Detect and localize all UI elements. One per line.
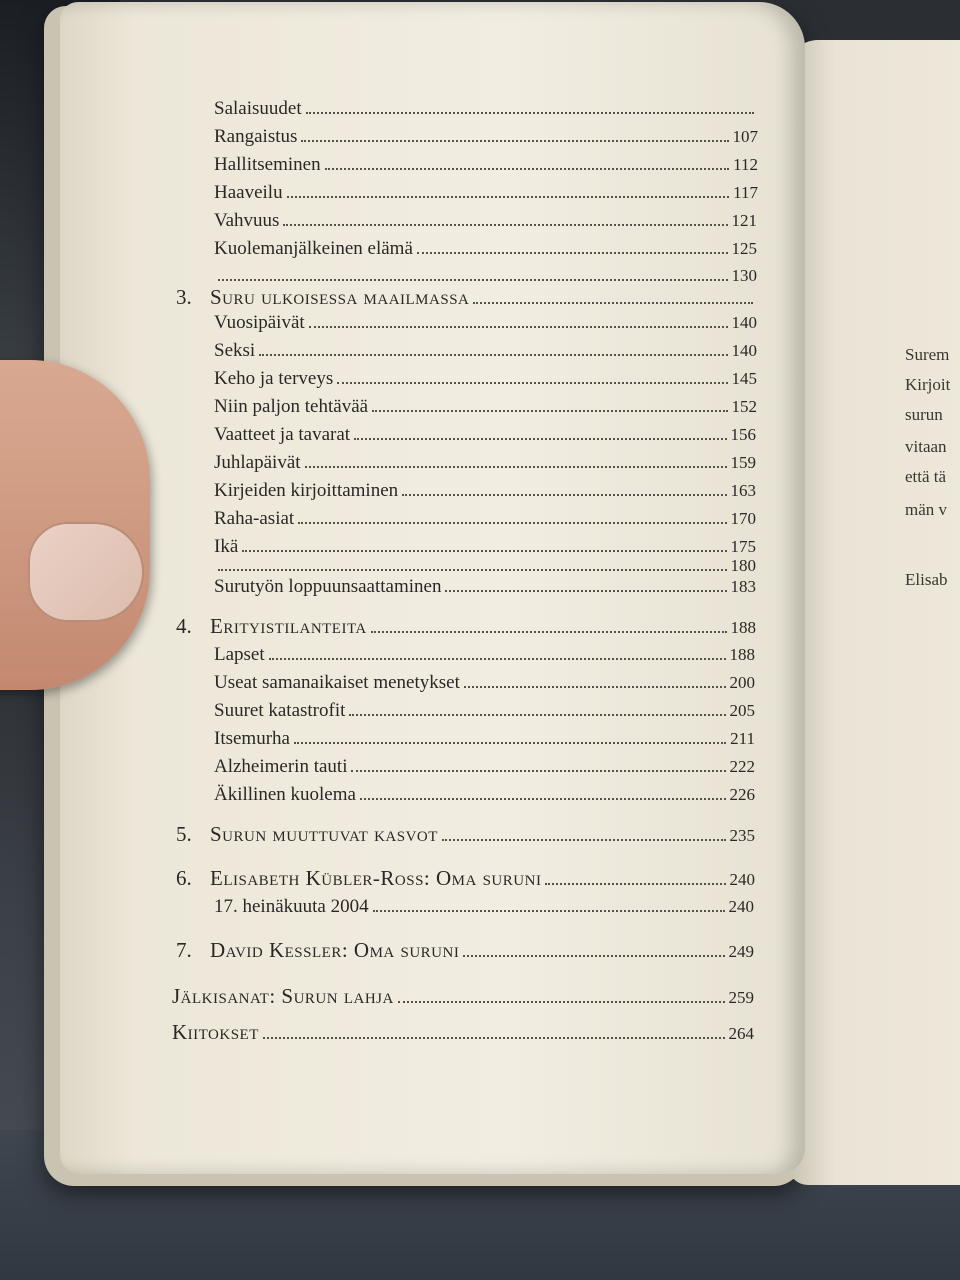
right-page-line: vitaan <box>905 437 947 456</box>
toc-entry-title: Erityistilanteita <box>210 614 367 638</box>
toc-entry-title: Useat samanaikaiset menetykset <box>214 672 460 693</box>
toc-page-number: 259 <box>728 988 754 1007</box>
dot-leader <box>301 140 728 142</box>
toc-entry-title: Äkillinen kuolema <box>214 784 356 805</box>
toc-entry-title: Surun muuttuvat kasvot <box>210 822 438 846</box>
toc-page-number: 130 <box>731 266 757 285</box>
dot-leader <box>325 168 730 170</box>
toc-entry-row <box>214 480 756 502</box>
toc-entry-row <box>214 312 757 334</box>
right-page-line: Surem <box>905 345 950 364</box>
toc-page-number: 140 <box>731 313 757 332</box>
dot-leader <box>371 631 727 633</box>
dot-leader <box>351 770 725 772</box>
dot-leader <box>354 438 726 440</box>
toc-entry-row <box>214 756 755 778</box>
right-page-line: män v <box>905 500 948 519</box>
toc-page-number: 211 <box>730 729 755 748</box>
chapter-number: 5. <box>176 822 192 846</box>
toc-entry-title: Kiitokset <box>172 1020 259 1044</box>
toc-entry-row <box>214 576 756 598</box>
toc-entry-row <box>214 896 754 918</box>
toc-entry-row <box>214 238 757 260</box>
dot-leader <box>545 883 725 885</box>
toc-entry-title: Haaveilu <box>214 182 283 203</box>
toc-entry-title: Rangaistus <box>214 126 298 147</box>
dot-leader <box>269 658 726 660</box>
toc-page-number: 200 <box>729 673 755 692</box>
toc-entry-row <box>214 154 758 176</box>
dot-leader <box>442 839 726 841</box>
toc-entry-title: Juhlapäivät <box>214 452 301 473</box>
toc-page-number: 175 <box>730 537 756 556</box>
toc-page-number: 235 <box>729 826 755 845</box>
toc-page-number: 240 <box>728 897 754 916</box>
toc-page-number: 264 <box>728 1024 754 1043</box>
toc-entry-row <box>214 452 756 474</box>
toc-page-number: 159 <box>730 453 756 472</box>
dot-leader <box>463 955 724 957</box>
toc-entry-title: Raha-asiat <box>214 508 295 529</box>
dot-leader <box>417 252 728 254</box>
toc-entry-title: Suuret katastrofit <box>214 700 346 721</box>
dot-leader <box>283 224 727 226</box>
toc-chapter-row <box>172 1020 754 1045</box>
toc-entry-title: Suru ulkoisessa maailmassa <box>210 285 470 309</box>
toc-entry-row <box>214 784 755 806</box>
toc-entry-row <box>214 266 757 286</box>
toc-chapter-row <box>172 984 754 1009</box>
toc-entry-row <box>214 126 758 148</box>
dot-leader <box>309 326 728 328</box>
toc-entry-title: Seksi <box>214 340 256 361</box>
dot-leader <box>473 302 753 304</box>
right-page-line: että tä <box>905 467 947 486</box>
dot-leader <box>287 196 730 198</box>
toc-page-number: 117 <box>733 183 758 202</box>
toc-entry-row <box>214 368 757 390</box>
dot-leader <box>259 354 727 356</box>
dot-leader <box>298 522 726 524</box>
toc-entry-title: Elisabeth Kübler-Ross: Oma suruni <box>210 866 542 890</box>
dot-leader <box>337 382 727 384</box>
toc-page-number: 226 <box>729 785 755 804</box>
toc-page-number: 222 <box>729 757 755 776</box>
dot-leader <box>372 410 727 412</box>
dot-leader <box>373 910 725 912</box>
dot-leader <box>445 590 726 592</box>
toc-page-number: 125 <box>731 239 757 258</box>
right-page-line: Elisab <box>905 570 948 589</box>
toc-entry-row <box>214 644 755 666</box>
chapter-number: 3. <box>176 285 192 309</box>
toc-page-number: 163 <box>730 481 756 500</box>
toc-entry-title: Salaisuudet <box>214 98 302 119</box>
toc-entry-row <box>214 210 757 232</box>
chapter-number: 4. <box>176 614 192 638</box>
dot-leader <box>464 686 726 688</box>
toc-entry-title: Ikä <box>214 536 239 557</box>
toc-page-number: 156 <box>730 425 756 444</box>
toc-entry-title: Kirjeiden kirjoittaminen <box>214 480 399 501</box>
dot-leader <box>402 494 726 496</box>
toc-page-number: 205 <box>729 701 755 720</box>
toc-entry-title: Kuolemanjälkeinen elämä <box>214 238 413 259</box>
toc-entry-row <box>214 700 755 722</box>
toc-entry-row <box>214 424 756 446</box>
toc-entry-row <box>214 728 755 750</box>
toc-entry-row <box>214 182 758 204</box>
toc-entry-title: Alzheimerin tauti <box>214 756 348 777</box>
toc-page-number: 188 <box>729 645 755 664</box>
dot-leader <box>306 112 754 114</box>
toc-page-number: 145 <box>731 369 757 388</box>
dot-leader <box>218 279 728 281</box>
dot-leader <box>349 714 725 716</box>
dot-leader <box>305 466 727 468</box>
toc-entry-row <box>214 98 758 120</box>
toc-page-number: 140 <box>731 341 757 360</box>
toc-page-number: 170 <box>730 509 756 528</box>
dot-leader <box>242 550 726 552</box>
toc-entry-title: Jälkisanat: Surun lahja <box>172 984 394 1008</box>
dot-leader <box>398 1001 725 1003</box>
toc-entry-row <box>214 556 756 576</box>
toc-entry-title: Vahvuus <box>214 210 280 231</box>
toc-entry-title: Hallitseminen <box>214 154 321 175</box>
toc-page-number: 107 <box>732 127 758 146</box>
toc-entry-title: 17. heinäkuuta 2004 <box>214 896 369 917</box>
dot-leader <box>360 798 726 800</box>
toc-entry-title: Vaatteet ja tavarat <box>214 424 351 445</box>
toc-chapter-row <box>176 938 754 963</box>
toc-page-number: 240 <box>729 870 755 889</box>
toc-entry-row <box>214 396 757 418</box>
toc-entry-row <box>214 508 756 530</box>
toc-entry-title: David Kessler: Oma suruni <box>210 938 460 962</box>
toc-entry-title: Keho ja terveys <box>214 368 334 389</box>
toc-chapter-row <box>176 822 755 847</box>
toc-page-number: 188 <box>730 618 756 637</box>
toc-entry-title: Itsemurha <box>214 728 290 749</box>
toc-entry-row <box>214 340 757 362</box>
toc-entry-row <box>214 672 755 694</box>
chapter-number: 6. <box>176 866 192 890</box>
toc-page-number: 180 <box>730 556 756 575</box>
toc-entry-title: Lapset <box>214 644 265 665</box>
right-page-line: Kirjoit <box>905 375 951 394</box>
dot-leader <box>294 742 726 744</box>
toc-chapter-row <box>176 614 756 639</box>
toc-page-number: 121 <box>731 211 757 230</box>
toc-entry-row <box>214 536 756 558</box>
toc-page-number: 183 <box>730 577 756 596</box>
dot-leader <box>218 569 727 571</box>
toc-chapter-row <box>176 866 755 891</box>
toc-page-number: 249 <box>728 942 754 961</box>
toc-page-number: 112 <box>733 155 758 174</box>
chapter-number: 7. <box>176 938 192 962</box>
dot-leader <box>263 1037 725 1039</box>
toc-page-number: 152 <box>731 397 757 416</box>
toc-entry-title: Vuosipäivät <box>214 312 305 333</box>
toc-entry-title: Niin paljon tehtävää <box>214 396 369 417</box>
right-page-line: surun <box>905 405 943 424</box>
toc-chapter-row <box>176 285 757 310</box>
toc-entry-title: Surutyön loppuunsaattaminen <box>214 576 442 597</box>
